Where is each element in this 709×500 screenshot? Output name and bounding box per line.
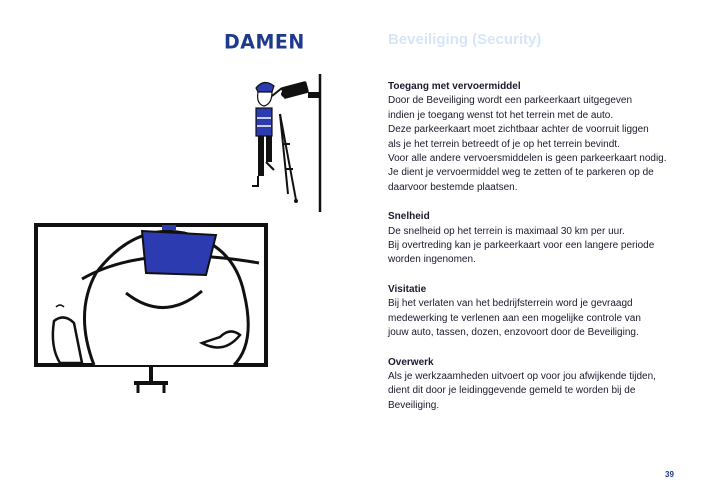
text-line: medewerking te verlenen aan een mogelijke controle van xyxy=(388,312,641,324)
text-line: jouw auto, tassen, dozen, enzovoort door de Beveiliging. xyxy=(388,327,639,339)
section-overwerk xyxy=(388,356,688,414)
section-snelheid xyxy=(388,210,688,268)
text-line: Bij overtreding kan je parkeerkaart voor een langere periode xyxy=(388,240,655,252)
text-line: worden ingenomen. xyxy=(388,254,476,266)
text-line: Je dient je vervoermiddel weg te zetten of te parkeren op de xyxy=(388,167,654,179)
security-worker-figure xyxy=(252,82,282,186)
text-line: Bij het verlaten van het bedrijfsterrein word je gevraagd xyxy=(388,298,633,310)
text-line: Voor alle andere vervoersmiddelen is geen parkeerkaart nodig. xyxy=(388,153,667,165)
text-line: Door de Beveiliging wordt een parkeerkaart uitgegeven xyxy=(388,95,633,107)
text-line: Als je werkzaamheden uitvoert op voor jou afwijkende tijden, xyxy=(388,370,656,382)
text-content xyxy=(388,80,688,428)
text-line: indien je toegang wenst tot het terrein met de auto. xyxy=(388,109,614,121)
security-camera-icon xyxy=(281,81,320,99)
monitor-guard-illustration xyxy=(34,223,270,399)
section-heading: Snelheid xyxy=(388,211,430,223)
text-line: dient dit door je leidinggevende gemeld te worden bij de xyxy=(388,385,636,397)
text-line: De snelheid op het terrein is maximaal 30 km per uur. xyxy=(388,225,625,237)
section-heading: Overwerk xyxy=(388,356,434,368)
smiling-guard-face xyxy=(53,225,259,365)
damen-logo: DAMEN xyxy=(224,30,305,54)
section-toegang xyxy=(388,80,688,195)
text-line: als je het terrein betreedt of je op het terrein bevindt. xyxy=(388,138,620,150)
section-heading: Toegang met vervoermiddel xyxy=(388,81,521,92)
text-line: daarvoor bestemde plaatsen. xyxy=(388,181,518,193)
text-line: Deze parkeerkaart moet zichtbaar achter de voorruit liggen xyxy=(388,124,649,136)
text-line: Beveiliging. xyxy=(388,399,440,411)
ladder-camera-illustration xyxy=(236,74,328,214)
page-title: Beveiliging (Security) xyxy=(388,31,542,48)
section-heading: Visitatie xyxy=(388,283,427,295)
page-number: 39 xyxy=(665,470,674,479)
section-visitatie xyxy=(388,283,688,341)
